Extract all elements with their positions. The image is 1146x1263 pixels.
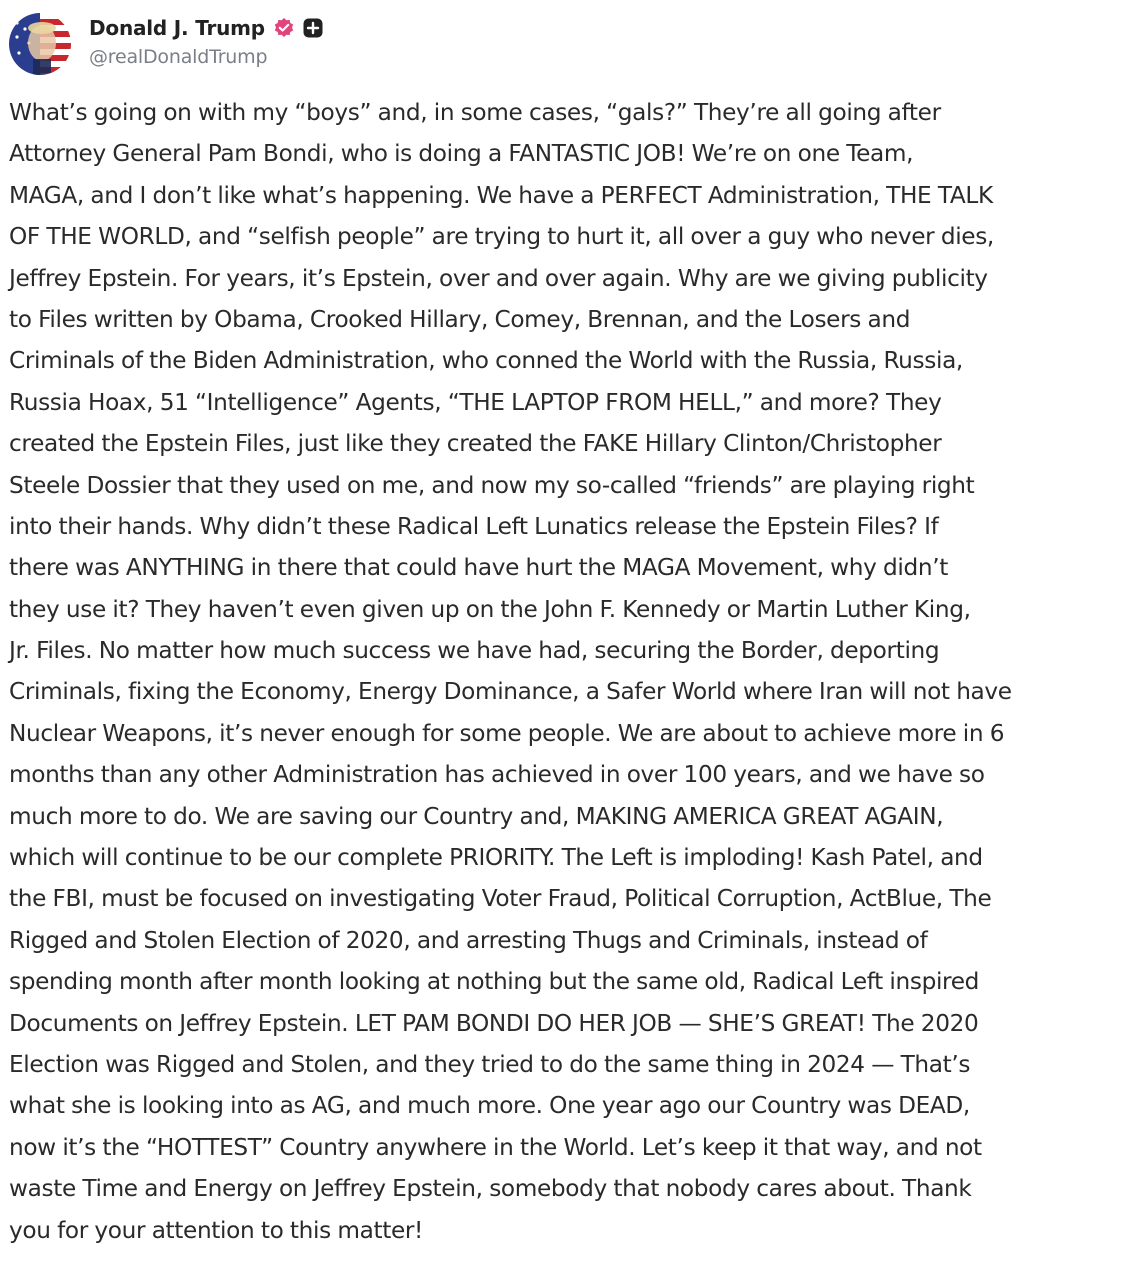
avatar-flag-portrait-icon: [9, 13, 71, 75]
post-body-line: now it’s the “HOTTEST” Country anywhere in the World. Let’s keep it that way, and not: [9, 1133, 982, 1161]
post-body-line: Steele Dossier that they used on me, and now my so-called “friends” are playing right: [9, 471, 975, 499]
post-body-line: Jr. Files. No matter how much success we have had, securing the Border, deporting: [9, 637, 940, 665]
post-body-line: what she is looking into as AG, and much more. One year ago our Country was DEAD,: [9, 1092, 970, 1120]
post-body-line: created the Epstein Files, just like they created the FAKE Hillary Clinton/Christopher: [9, 430, 942, 458]
author-handle[interactable]: @realDonaldTrump: [89, 46, 268, 68]
post-body-line: the FBI, must be focused on investigating Voter Fraud, Political Corruption, ActBlue, The: [9, 885, 992, 913]
post-body-line: months than any other Administration has achieved in over 100 years, and we have so: [9, 761, 985, 789]
post-body-line: OF THE WORLD, and “selfish people” are trying to hurt it, all over a guy who never dies,: [9, 223, 994, 251]
post-body-line: to Files written by Obama, Crooked Hillary, Comey, Brennan, and the Losers and: [9, 305, 911, 333]
post-body-line: Documents on Jeffrey Epstein. LET PAM BONDI DO HER JOB — SHE’S GREAT! The 2020: [9, 1009, 979, 1037]
post-body-line: What’s going on with my “boys” and, in some cases, “gals?” They’re all going after: [9, 99, 941, 126]
post-body-line: Russia Hoax, 51 “Intelligence” Agents, “THE LAPTOP FROM HELL,” and more? They: [9, 388, 942, 416]
name-row: [89, 14, 323, 42]
post-body-line: Attorney General Pam Bondi, who is doing a FANTASTIC JOB! We’re on one Team,: [9, 140, 914, 168]
post-body-line: spending month after month looking at nothing but the same old, Radical Left inspired: [9, 968, 980, 996]
post-body-line: Nuclear Weapons, it’s never enough for some people. We are about to achieve more in 6: [9, 719, 1005, 747]
post-body-line: into their hands. Why didn’t these Radical Left Lunatics release the Epstein Files? If: [9, 512, 939, 540]
post-body-line: you for your attention to this matter!: [9, 1216, 423, 1244]
post-body-line: there was ANYTHING in there that could have hurt the MAGA Movement, why didn’t: [9, 554, 948, 582]
post-body-line: Criminals, fixing the Economy, Energy Dominance, a Safer World where Iran will not have: [9, 678, 1012, 706]
post-body-line: much more to do. We are saving our Country and, MAKING AMERICA GREAT AGAIN,: [9, 802, 944, 830]
post-body-line: which will continue to be our complete PRIORITY. The Left is imploding! Kash Patel, and: [9, 844, 983, 872]
author-identity: [89, 14, 323, 68]
plus-square-icon[interactable]: [303, 18, 323, 38]
post-body-line: they use it? They haven’t even given up on the John F. Kennedy or Martin Luther King,: [9, 595, 971, 623]
post-body-line: waste Time and Energy on Jeffrey Epstein, somebody that nobody cares about. Thank: [9, 1175, 972, 1203]
post-body-line: Criminals of the Biden Administration, who conned the World with the Russia, Russia,: [9, 347, 963, 375]
author-display-name[interactable]: Donald J. Trump: [89, 16, 265, 40]
post-body-line: MAGA, and I don’t like what’s happening. We have a PERFECT Administration, THE TALK: [9, 181, 993, 209]
post-body-line: Rigged and Stolen Election of 2020, and arresting Thugs and Criminals, instead of: [9, 926, 928, 954]
post-header: [9, 10, 1138, 82]
post-body-line: Jeffrey Epstein. For years, it’s Epstein, over and over again. Why are we giving publicity: [9, 264, 988, 292]
post-body-line: Election was Rigged and Stolen, and they tried to do the same thing in 2024 — That’s: [9, 1050, 971, 1078]
post-body: [9, 92, 1137, 1251]
verified-badge-icon: [273, 17, 295, 39]
avatar[interactable]: [9, 13, 71, 75]
